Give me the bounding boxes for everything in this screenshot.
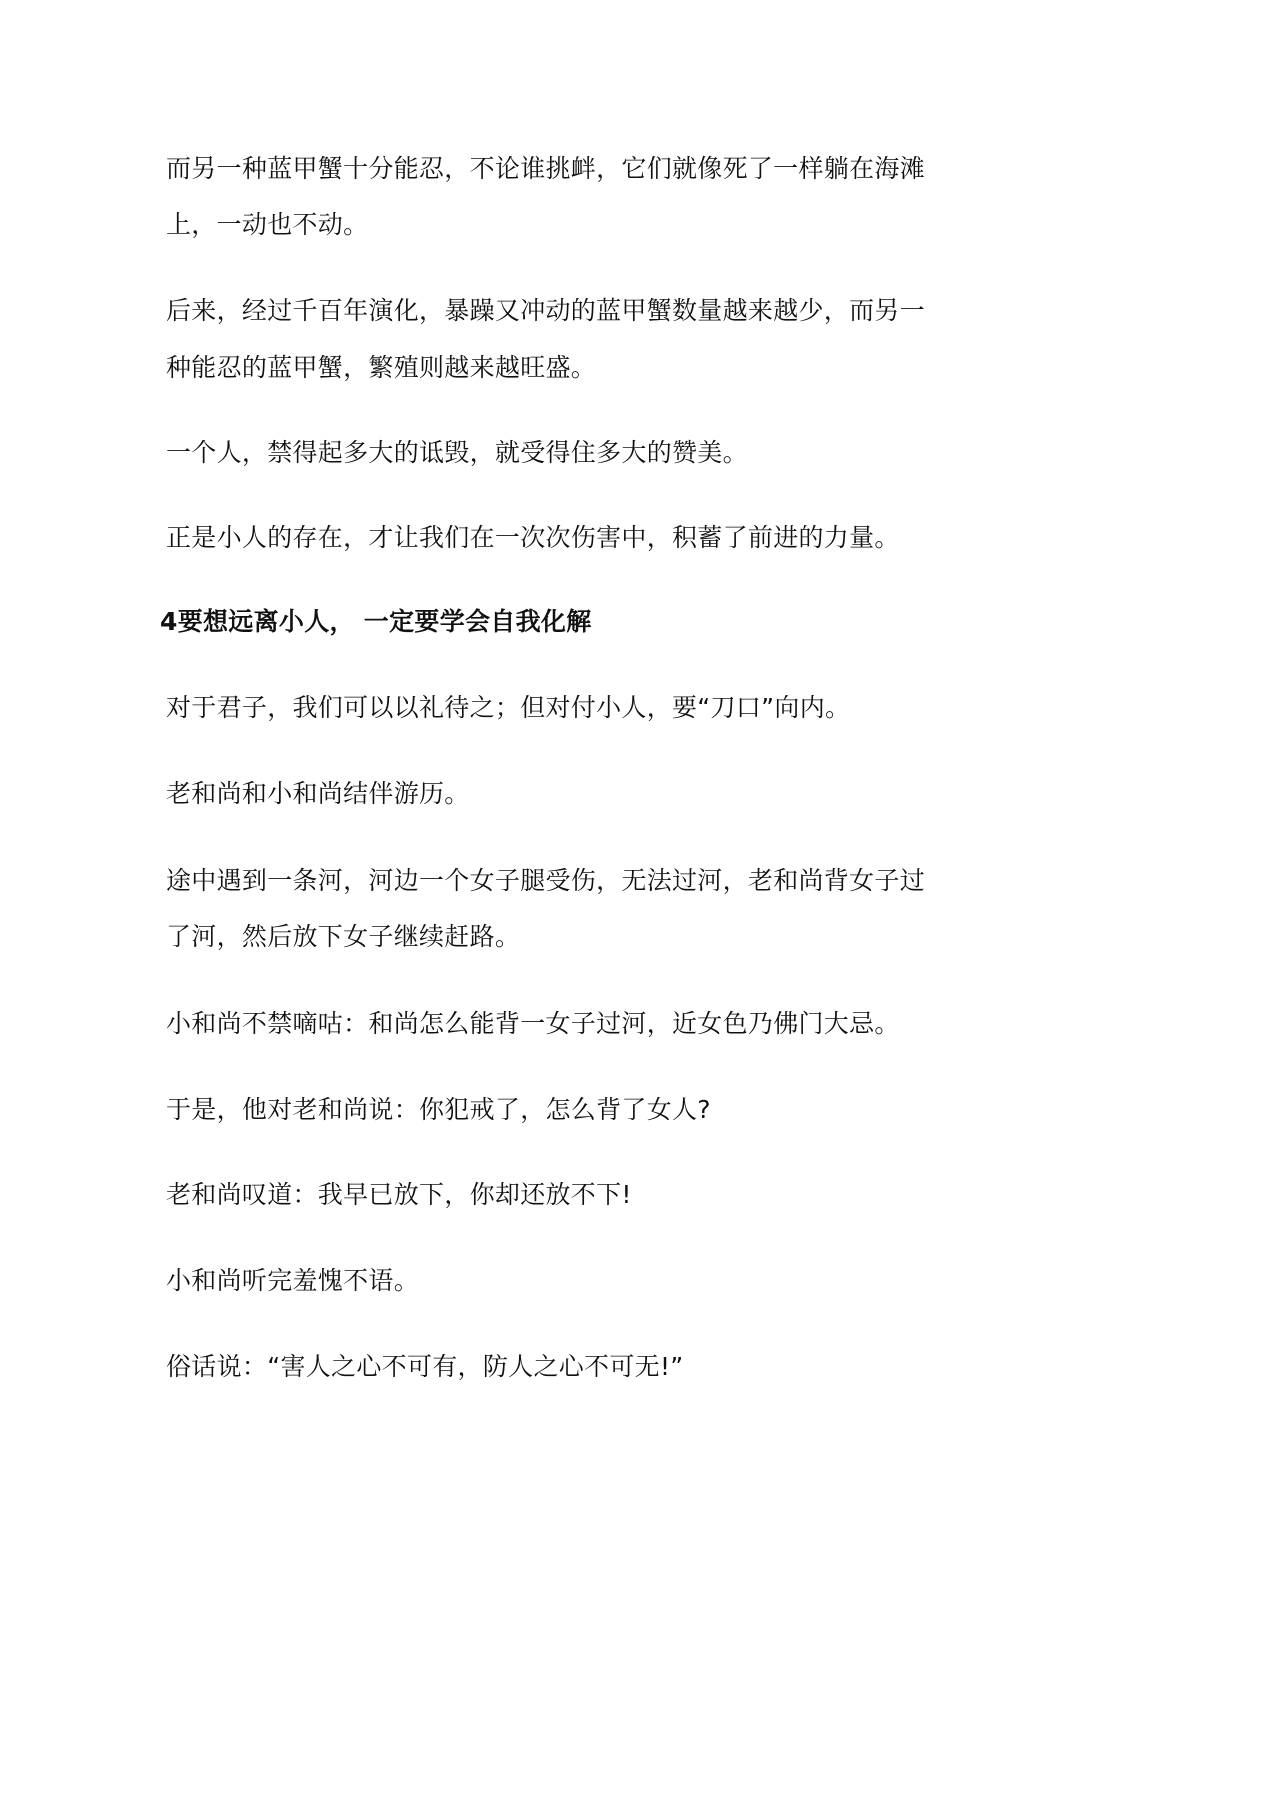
paragraph-line: 上，一动也不动。 xyxy=(166,210,369,239)
paragraph-line: 正是小人的存在，才让我们在一次次伤害中，积蓄了前进的力量。 xyxy=(166,523,900,552)
paragraph-line: 对于君子，我们可以以礼待之；但对付小人，要“刀口”向内。 xyxy=(166,693,851,722)
paragraph-line: 老和尚和小和尚结伴游历。 xyxy=(166,779,470,808)
paragraph-line: 小和尚不禁嘀咕：和尚怎么能背一女子过河，近女色乃佛门大忌。 xyxy=(166,1009,900,1038)
paragraph-line: 而另一种蓝甲蟹十分能忍，不论谁挑衅，它们就像死了一样躺在海滩 xyxy=(166,154,926,183)
paragraph-line: 了河，然后放下女子继续赶路。 xyxy=(166,922,521,951)
paragraph-line: 于是，他对老和尚说：你犯戒了，怎么背了女人? xyxy=(166,1095,711,1124)
paragraph-line: 后来，经过千百年演化，暴躁又冲动的蓝甲蟹数量越来越少，而另一 xyxy=(166,296,926,325)
paragraph-line: 一个人，禁得起多大的诋毁，就受得住多大的赞美。 xyxy=(166,438,748,467)
paragraph-line: 小和尚听完羞愧不语。 xyxy=(166,1266,420,1295)
paragraph-line: 途中遇到一条河，河边一个女子腿受伤，无法过河，老和尚背女子过 xyxy=(166,866,926,895)
section-heading: 4要想远离小人， 一定要学会自我化解 xyxy=(160,607,592,636)
paragraph-line: 种能忍的蓝甲蟹，繁殖则越来越旺盛。 xyxy=(166,353,597,382)
paragraph-line: 俗话说：“害人之心不可有，防人之心不可无!” xyxy=(166,1352,684,1381)
paragraph-line: 老和尚叹道：我早已放下，你却还放不下! xyxy=(166,1180,632,1209)
